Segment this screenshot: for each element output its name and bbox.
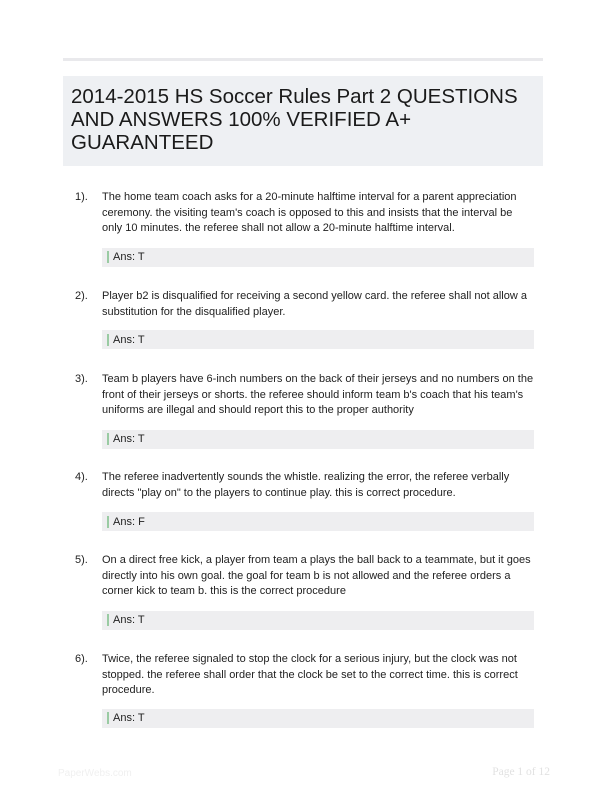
question-row [75, 553, 545, 600]
answer-box [102, 709, 534, 728]
answer-box [102, 330, 534, 349]
answer-box [102, 611, 534, 630]
answer-marker [107, 712, 109, 724]
answer-text: Ans: T [113, 614, 145, 626]
qa-item [75, 190, 545, 267]
answer-text: Ans: T [113, 712, 145, 724]
question-text: The home team coach asks for a 20-minute halftime interval for a parent appreciation ceremony. the visiting team's coach is opposed to this and insists that the interval be only 10 minutes. the referee shall not allow a 20-minute halftime interval. [102, 191, 517, 234]
qa-item [75, 553, 545, 630]
answer-text: Ans: T [113, 333, 145, 346]
qa-item [75, 652, 545, 728]
document-title: 2014-2015 HS Soccer Rules Part 2 QUESTIONS AND ANSWERS 100% VERIFIED A+ GUARANTEED [71, 85, 518, 154]
question-number: 2). [75, 290, 88, 302]
answer-marker [107, 334, 109, 346]
answer-text: Ans: T [113, 433, 145, 445]
answer-marker [107, 433, 109, 445]
question-number: 1). [75, 191, 88, 203]
question-number: 4). [75, 471, 88, 483]
question-text: Player b2 is disqualified for receiving a second yellow card. the referee shall not allow a substitution for the disqualified player. [102, 290, 527, 318]
qa-item [75, 470, 545, 531]
answer-marker [107, 614, 109, 626]
question-row [75, 190, 545, 237]
question-text: Team b players have 6-inch numbers on the back of their jerseys and no numbers on the front of their jerseys or shorts. the referee should inform team b's coach that his team's uniforms are illegal and should report this to the proper authority [102, 373, 534, 416]
footer-site-watermark: PaperWebs.com [58, 768, 132, 779]
answer-box [102, 248, 534, 267]
answer-text: Ans: T [113, 251, 145, 263]
question-text: Twice, the referee signaled to stop the clock for a serious injury, but the clock was not stopped. the referee shall order that the clock be set to the correct time. this is correct procedure. [102, 653, 518, 696]
question-number: 6). [75, 653, 88, 665]
question-row [75, 470, 545, 501]
question-number: 5). [75, 554, 88, 566]
question-row [75, 289, 545, 320]
top-divider [63, 58, 543, 61]
question-row [75, 372, 545, 419]
page-number: Page 1 of 12 [492, 766, 550, 778]
qa-item [75, 372, 545, 449]
question-text: The referee inadvertently sounds the whistle. realizing the error, the referee verbally directs "play on" to the players to continue play. this is correct procedure. [102, 471, 510, 499]
answer-box [102, 512, 534, 531]
qa-item [75, 289, 545, 349]
answer-marker [107, 251, 109, 263]
answer-marker [107, 516, 109, 528]
answer-box [102, 430, 534, 449]
question-text: On a direct free kick, a player from team a plays the ball back to a teammate, but it goes directly into his own goal. the goal for team b is not allowed and the referee orders a corner kick to team b. this is the correct procedure [102, 554, 531, 597]
question-number: 3). [75, 373, 88, 385]
question-row [75, 652, 545, 699]
answer-text: Ans: F [113, 515, 145, 528]
title-box [63, 76, 543, 166]
